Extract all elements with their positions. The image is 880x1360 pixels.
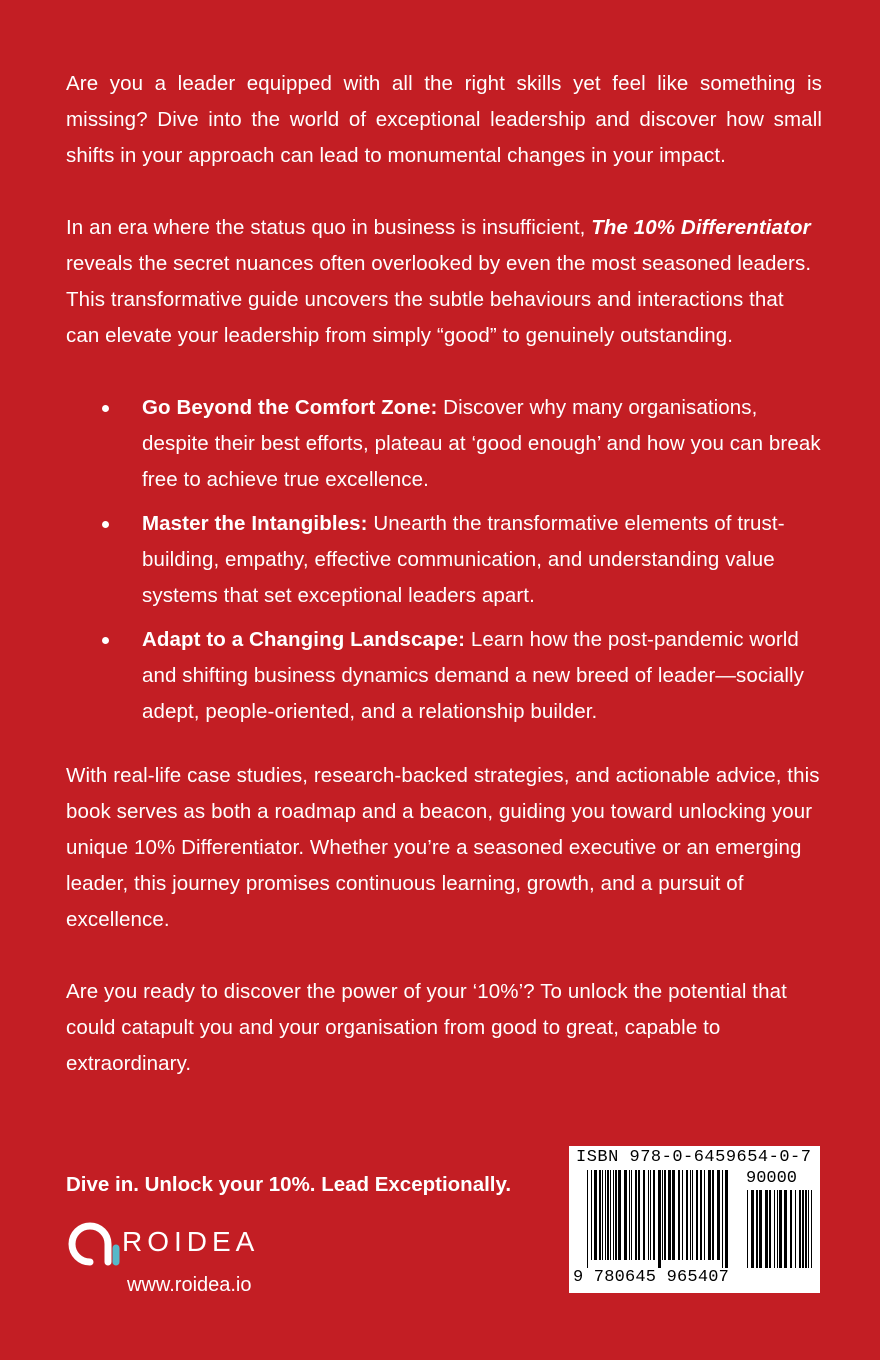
key-point-heading: Go Beyond the Comfort Zone:	[142, 396, 438, 419]
barcode-bar	[605, 1170, 606, 1260]
barcode-bar	[658, 1170, 661, 1268]
barcode-bar	[607, 1170, 609, 1260]
barcode-bar	[587, 1170, 588, 1268]
barcode-bar	[725, 1170, 728, 1268]
barcode-bar	[599, 1170, 601, 1260]
key-point-heading: Adapt to a Changing Landscape:	[142, 628, 466, 651]
bullet-icon	[102, 405, 109, 412]
barcode-bar	[624, 1170, 627, 1260]
barcode-bar	[664, 1170, 666, 1260]
key-point	[66, 390, 822, 498]
barcode-bar	[648, 1170, 649, 1260]
price-addon: 90000	[746, 1169, 798, 1188]
barcode-bar	[696, 1170, 698, 1260]
barcode-bar	[756, 1190, 758, 1268]
key-point-text: Unearth the transformative elements of trust-building, empathy, effective communication, and understanding value systems that set exceptional leaders apart.	[142, 512, 785, 607]
barcode-bar	[790, 1190, 792, 1268]
intro-paragraph: Are you a leader equipped with all the right skills yet feel like something is missing? Dive into the world of exceptional leadership and discover how small shifts in your approach can lead to monumental changes in your impact.	[66, 72, 822, 167]
barcode-bar	[650, 1170, 651, 1260]
roidea-logo-icon	[66, 1218, 122, 1268]
barcode-bar	[668, 1170, 671, 1260]
barcode-bar	[602, 1170, 603, 1260]
ean-digits: 9 780645 965407	[573, 1268, 730, 1287]
barcode-bar	[629, 1170, 630, 1260]
barcode-bar	[811, 1190, 812, 1268]
barcode-bar	[618, 1170, 621, 1260]
closing-paragraph: Are you ready to discover the power of your ‘10%’? To unlock the potential that could catapult you and your organisation from good to great, capable to extraordinary.	[66, 980, 787, 1075]
barcode-bar	[638, 1170, 640, 1260]
barcode-bar	[805, 1190, 807, 1268]
barcode-bar	[643, 1170, 645, 1260]
barcode-bar	[594, 1170, 597, 1260]
barcode-bar	[631, 1170, 632, 1260]
book-title: The 10% Differentiator	[591, 216, 811, 239]
barcode-bar	[802, 1190, 804, 1268]
key-point-heading: Master the Intangibles:	[142, 512, 368, 535]
blurb	[66, 66, 822, 1118]
isbn-barcode	[569, 1146, 820, 1293]
barcode-bar	[690, 1170, 691, 1260]
value-paragraph: With real-life case studies, research-backed strategies, and actionable advice, this book serves as both a roadmap and a beacon, guiding you toward unlocking your unique 10% Differentiator. Whether you’re a seasoned executive or an emerging leader, this journey promises continuous learning, growth, and a pursuit of excellence.	[66, 764, 820, 931]
barcode-bar	[717, 1170, 720, 1260]
barcode-bar	[765, 1190, 768, 1268]
barcode-bar	[708, 1170, 711, 1260]
barcode-bar	[678, 1170, 680, 1260]
barcode-bar	[795, 1190, 796, 1268]
barcode-bar	[799, 1190, 801, 1268]
barcode-bar	[704, 1170, 705, 1260]
tagline: Dive in. Unlock your 10%. Lead Exceptionally.	[66, 1173, 512, 1196]
barcode-bar	[777, 1190, 778, 1268]
barcode-bar	[672, 1170, 675, 1260]
key-point	[66, 506, 822, 614]
key-point-text: Discover why many organisations, despite their best efforts, plateau at ‘good enough’ and how you can break free to achieve true excellence.	[142, 396, 821, 491]
summary-text-after: reveals the secret nuances often overlooked by even the most seasoned leaders. This transformative guide uncovers the subtle behaviours and interactions that can elevate your leadership from simply “good” to genuinely outstanding.	[66, 252, 812, 347]
barcode-bar	[610, 1170, 611, 1260]
barcode-bar	[692, 1170, 693, 1260]
barcode-bar	[808, 1190, 809, 1268]
publisher-url[interactable]: www.roidea.io	[127, 1274, 252, 1296]
barcode-bar	[747, 1190, 748, 1268]
barcode-bar	[682, 1170, 683, 1260]
barcode-bar	[712, 1170, 714, 1260]
publisher-logo	[66, 1218, 286, 1278]
bullet-icon	[102, 637, 109, 644]
summary-text-before: In an era where the status quo in business is insufficient,	[66, 216, 592, 239]
barcode-bar	[591, 1170, 592, 1260]
isbn-number: ISBN 978-0-6459654-0-7	[576, 1148, 812, 1167]
barcode-bar	[722, 1170, 723, 1268]
barcode-bar	[779, 1190, 782, 1268]
barcode-bar	[759, 1190, 762, 1268]
barcode-bar	[662, 1170, 663, 1260]
barcode-bar	[615, 1170, 617, 1260]
barcode-bar	[700, 1170, 702, 1260]
key-point	[66, 622, 822, 730]
key-point-text: Learn how the post-pandemic world and shifting business dynamics demand a new breed of leader—socially adept, people-oriented, and a relationship builder.	[142, 628, 805, 723]
barcode-bar	[613, 1170, 614, 1260]
bullet-icon	[102, 521, 109, 528]
summary-paragraph	[66, 210, 822, 354]
key-points-list	[66, 390, 822, 730]
barcode-bar	[686, 1170, 688, 1260]
barcode-bar	[751, 1190, 754, 1268]
barcode-bar	[784, 1190, 787, 1268]
barcode-bar	[774, 1190, 775, 1268]
barcode-bar	[635, 1170, 637, 1260]
barcode-bar	[769, 1190, 771, 1268]
barcode-bar	[653, 1170, 655, 1260]
publisher-name: ROIDEA	[122, 1226, 260, 1257]
